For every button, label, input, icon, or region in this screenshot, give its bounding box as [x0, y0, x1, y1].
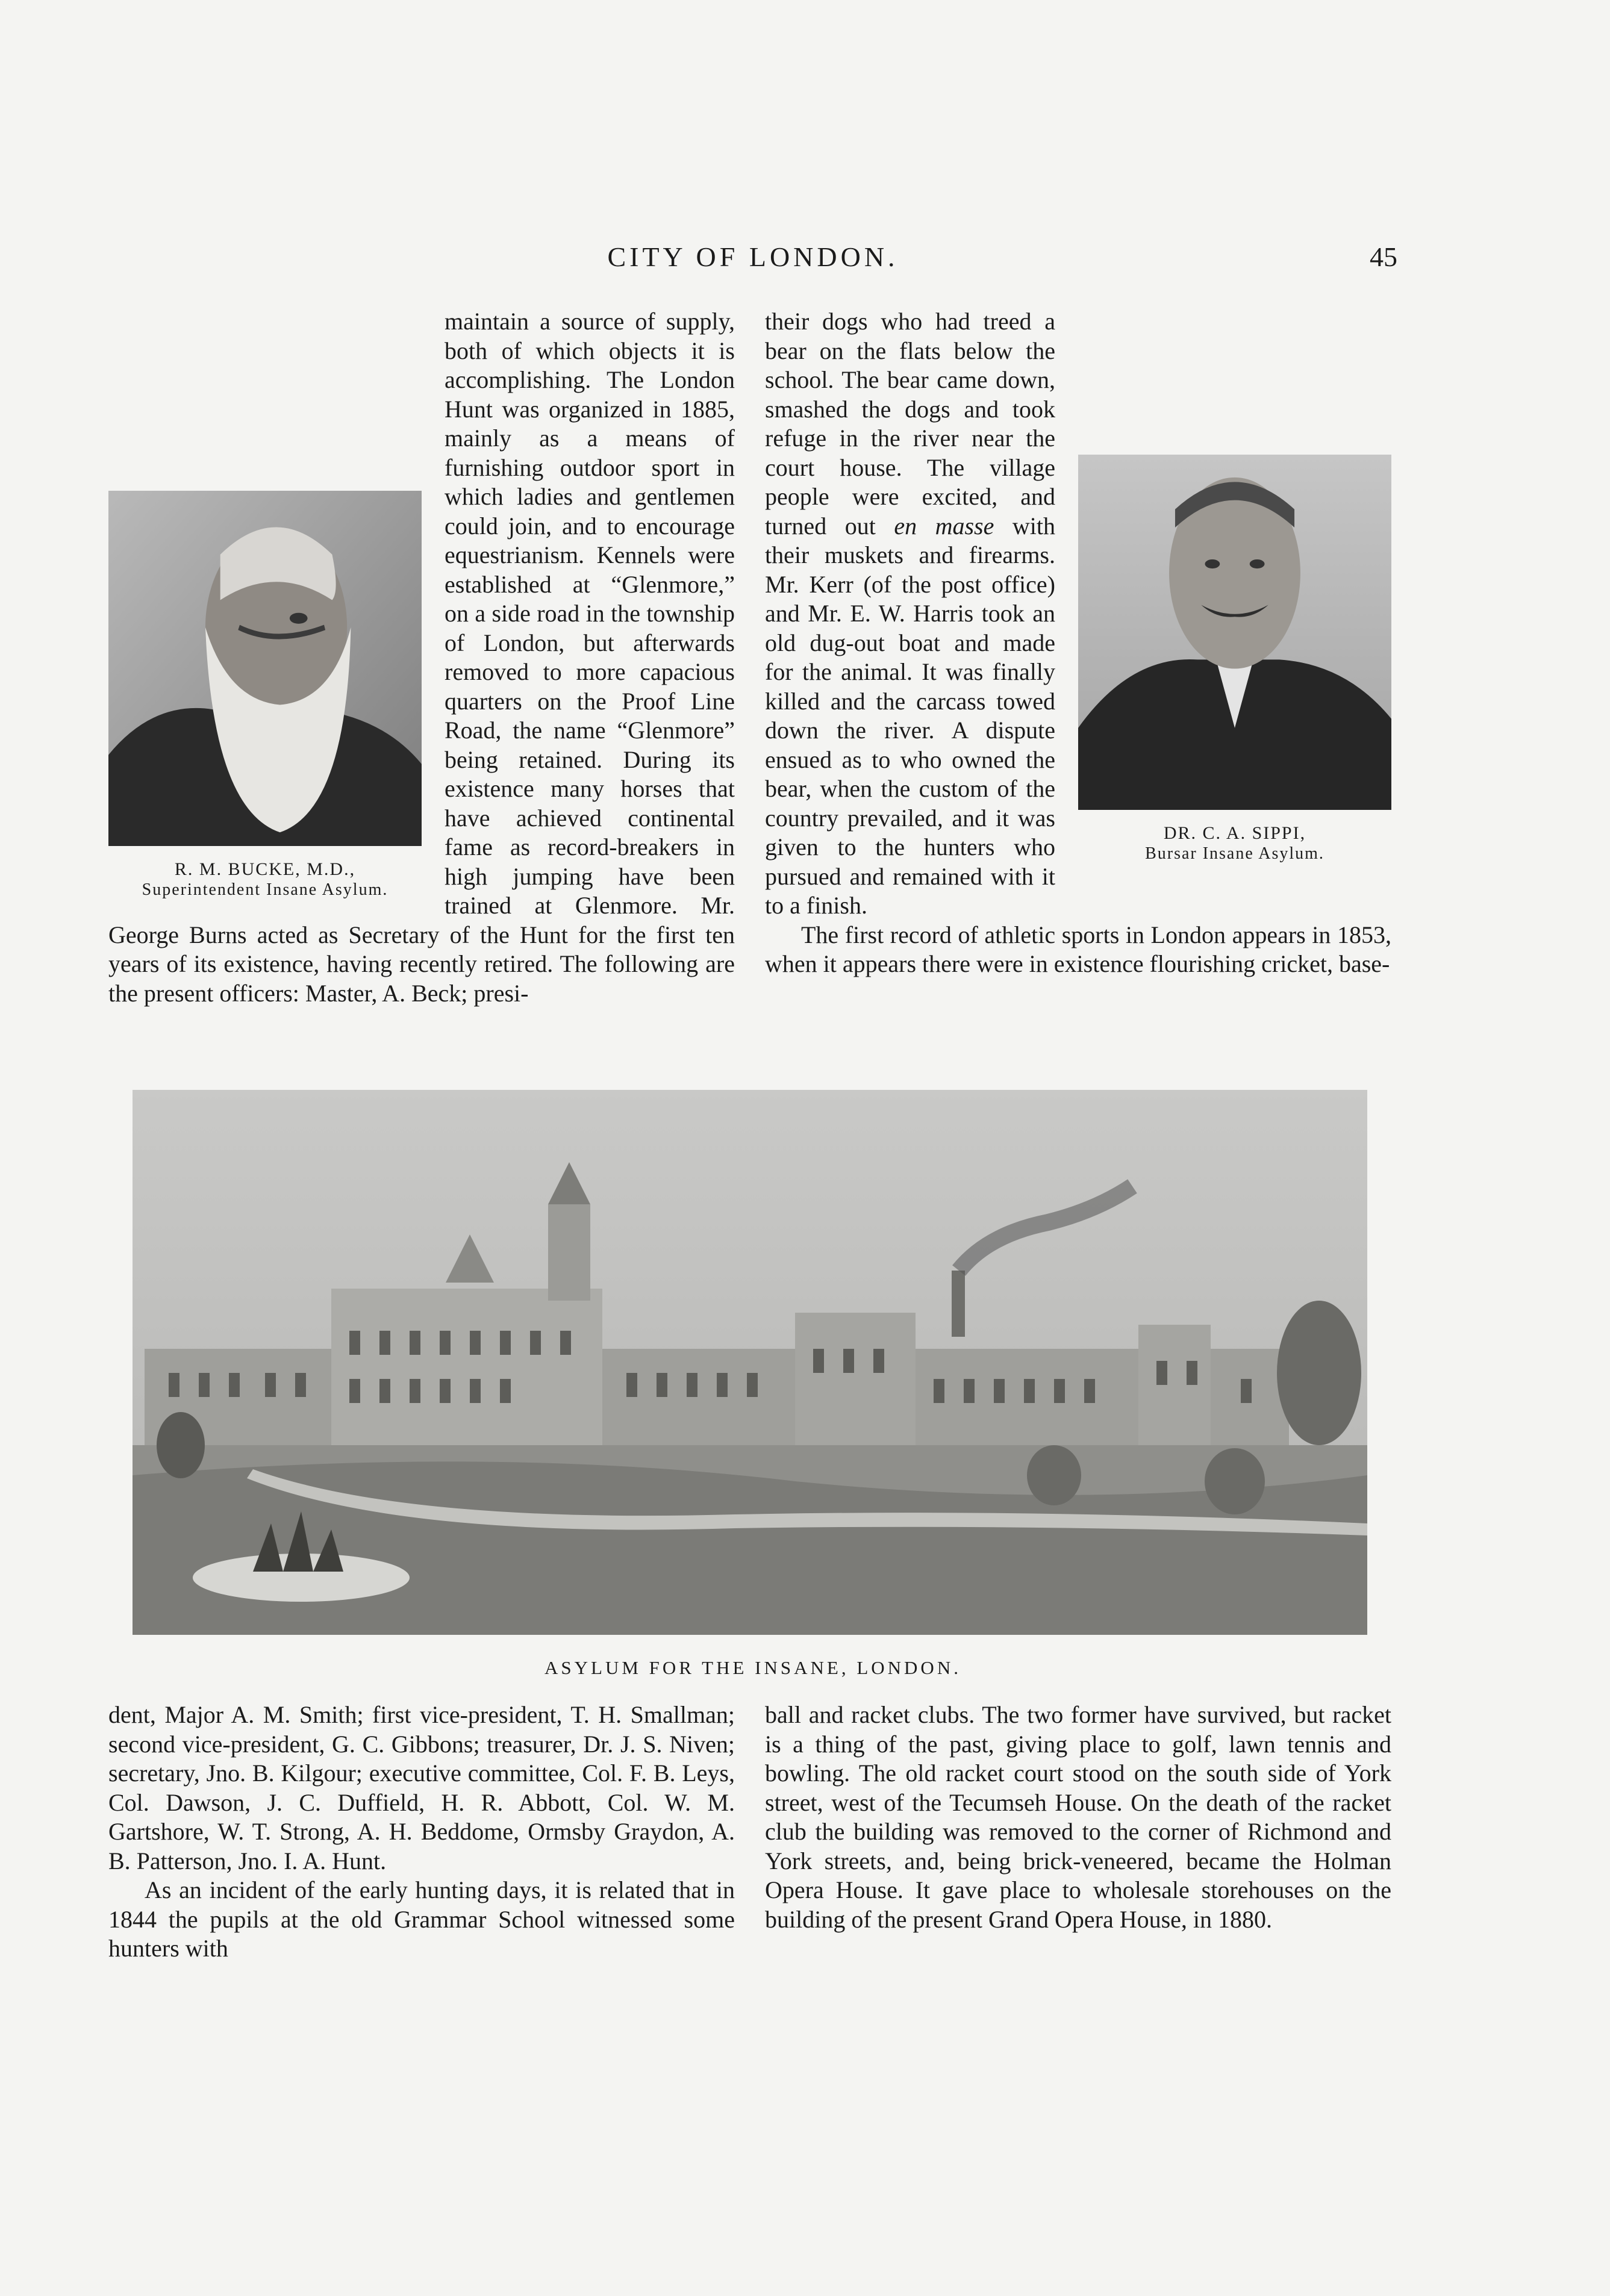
- page-header: [108, 241, 1397, 283]
- racket-clubs-paragraph: ball and racket clubs. The two former have survived, but racket is a thing of the past, giving place to golf, lawn tennis and bowling. The old racket court stood on the south side of York street, west of the Tecumseh House. On the death of the racket club the building was removed to the corner of Richmond and York streets, and, being brick-veneered, became the Holman Opera House. It gave place to wholesale storehouses on the building of the present Grand Opera House, in 1880.: [765, 1701, 1391, 1933]
- bear-paragraph-part-2: with their muskets and firearms. Mr. Kerr (of the post office) and Mr. E. W. Harris took an old dug-out boat and made for the animal. It was finally killed and the carcass towed down the river. A dispute ensued as to who owned the bear, when the custom of the country prevailed, and it was given to the hunters who pursued and remained with it to a finish.: [765, 512, 1055, 919]
- bucke-caption-name: R. M. BUCKE, M.D.,: [174, 859, 356, 879]
- sippi-caption-name: DR. C. A. SIPPI,: [1163, 823, 1306, 843]
- left-column-top: [108, 307, 735, 1008]
- bucke-portrait-photo: [108, 491, 422, 846]
- bearded-man-portrait-image: [108, 491, 422, 846]
- page-number: 45: [1370, 241, 1397, 272]
- running-title: CITY OF LONDON.: [607, 241, 899, 272]
- asylum-illustration: [133, 1090, 1367, 1635]
- early-hunting-paragraph: As an incident of the early hunting days, it is related that in 1844 the pupils at the old Grammar School witnessed some hunters with: [108, 1876, 735, 1962]
- bucke-caption: [108, 859, 422, 900]
- hunt-paragraph: maintain a source of supply, both of which objects it is accomplishing. The London Hunt was organized in 1885, mainly as a means of furnishing outdoor sport in which ladies and gentlemen could join, and to encourage equestrianism. Kennels were established at “Glenmore,” on a side road in the township of London, but afterwards removed to more capacious quarters on the Proof Line Road, the name “Glenmore” being retained. During its existence many horses that have achieved continental fame as record-breakers in high jumping have been trained at Glenmore. Mr. George Burns acted as Secretary of the Hunt for the first ten years of its existence, having recently retired. The following are the present officers: Master, A. Beck; presi-: [108, 308, 735, 1007]
- sippi-caption: [1078, 823, 1391, 864]
- bucke-caption-title: Superintendent Insane Asylum.: [142, 880, 388, 899]
- athletics-paragraph: The first record of athletic sports in London appears in 1853, when it appears there were in existence flourishing cricket, base-: [765, 921, 1391, 977]
- sippi-portrait-photo: [1078, 455, 1391, 810]
- sippi-caption-title: Bursar Insane Asylum.: [1145, 844, 1325, 863]
- mustached-man-portrait-image: [1078, 455, 1391, 810]
- bucke-portrait-figure: [108, 491, 422, 900]
- bear-paragraph-italic: en masse: [894, 512, 994, 540]
- bear-paragraph-part-1: their dogs who had treed a bear on the flats below the school. The bear came down, smashed the dogs and took refuge in the river near the court house. The village people were excited, and turned out: [765, 308, 1055, 540]
- asylum-building-image: [133, 1090, 1367, 1635]
- sippi-portrait-figure: [1078, 455, 1391, 864]
- left-column-bottom: [108, 1700, 735, 1964]
- officers-paragraph: dent, Major A. M. Smith; first vice-president, T. H. Smallman; second vice-president, G. C. Gibbons; treasurer, Dr. J. S. Niven; secretary, Jno. B. Kilgour; executive committee, Col. F. B. Leys, Col. Dawson, J. C. Duffield, H. R. Abbott, Col. W. M. Gartshore, W. T. Strong, A. H. Beddome, Ormsby Graydon, A. B. Patterson, Jno. I. A. Hunt.: [108, 1701, 735, 1874]
- right-column-bottom: [765, 1700, 1391, 1934]
- right-column-top: [765, 307, 1391, 979]
- asylum-caption: ASYLUM FOR THE INSANE, LONDON.: [544, 1657, 961, 1678]
